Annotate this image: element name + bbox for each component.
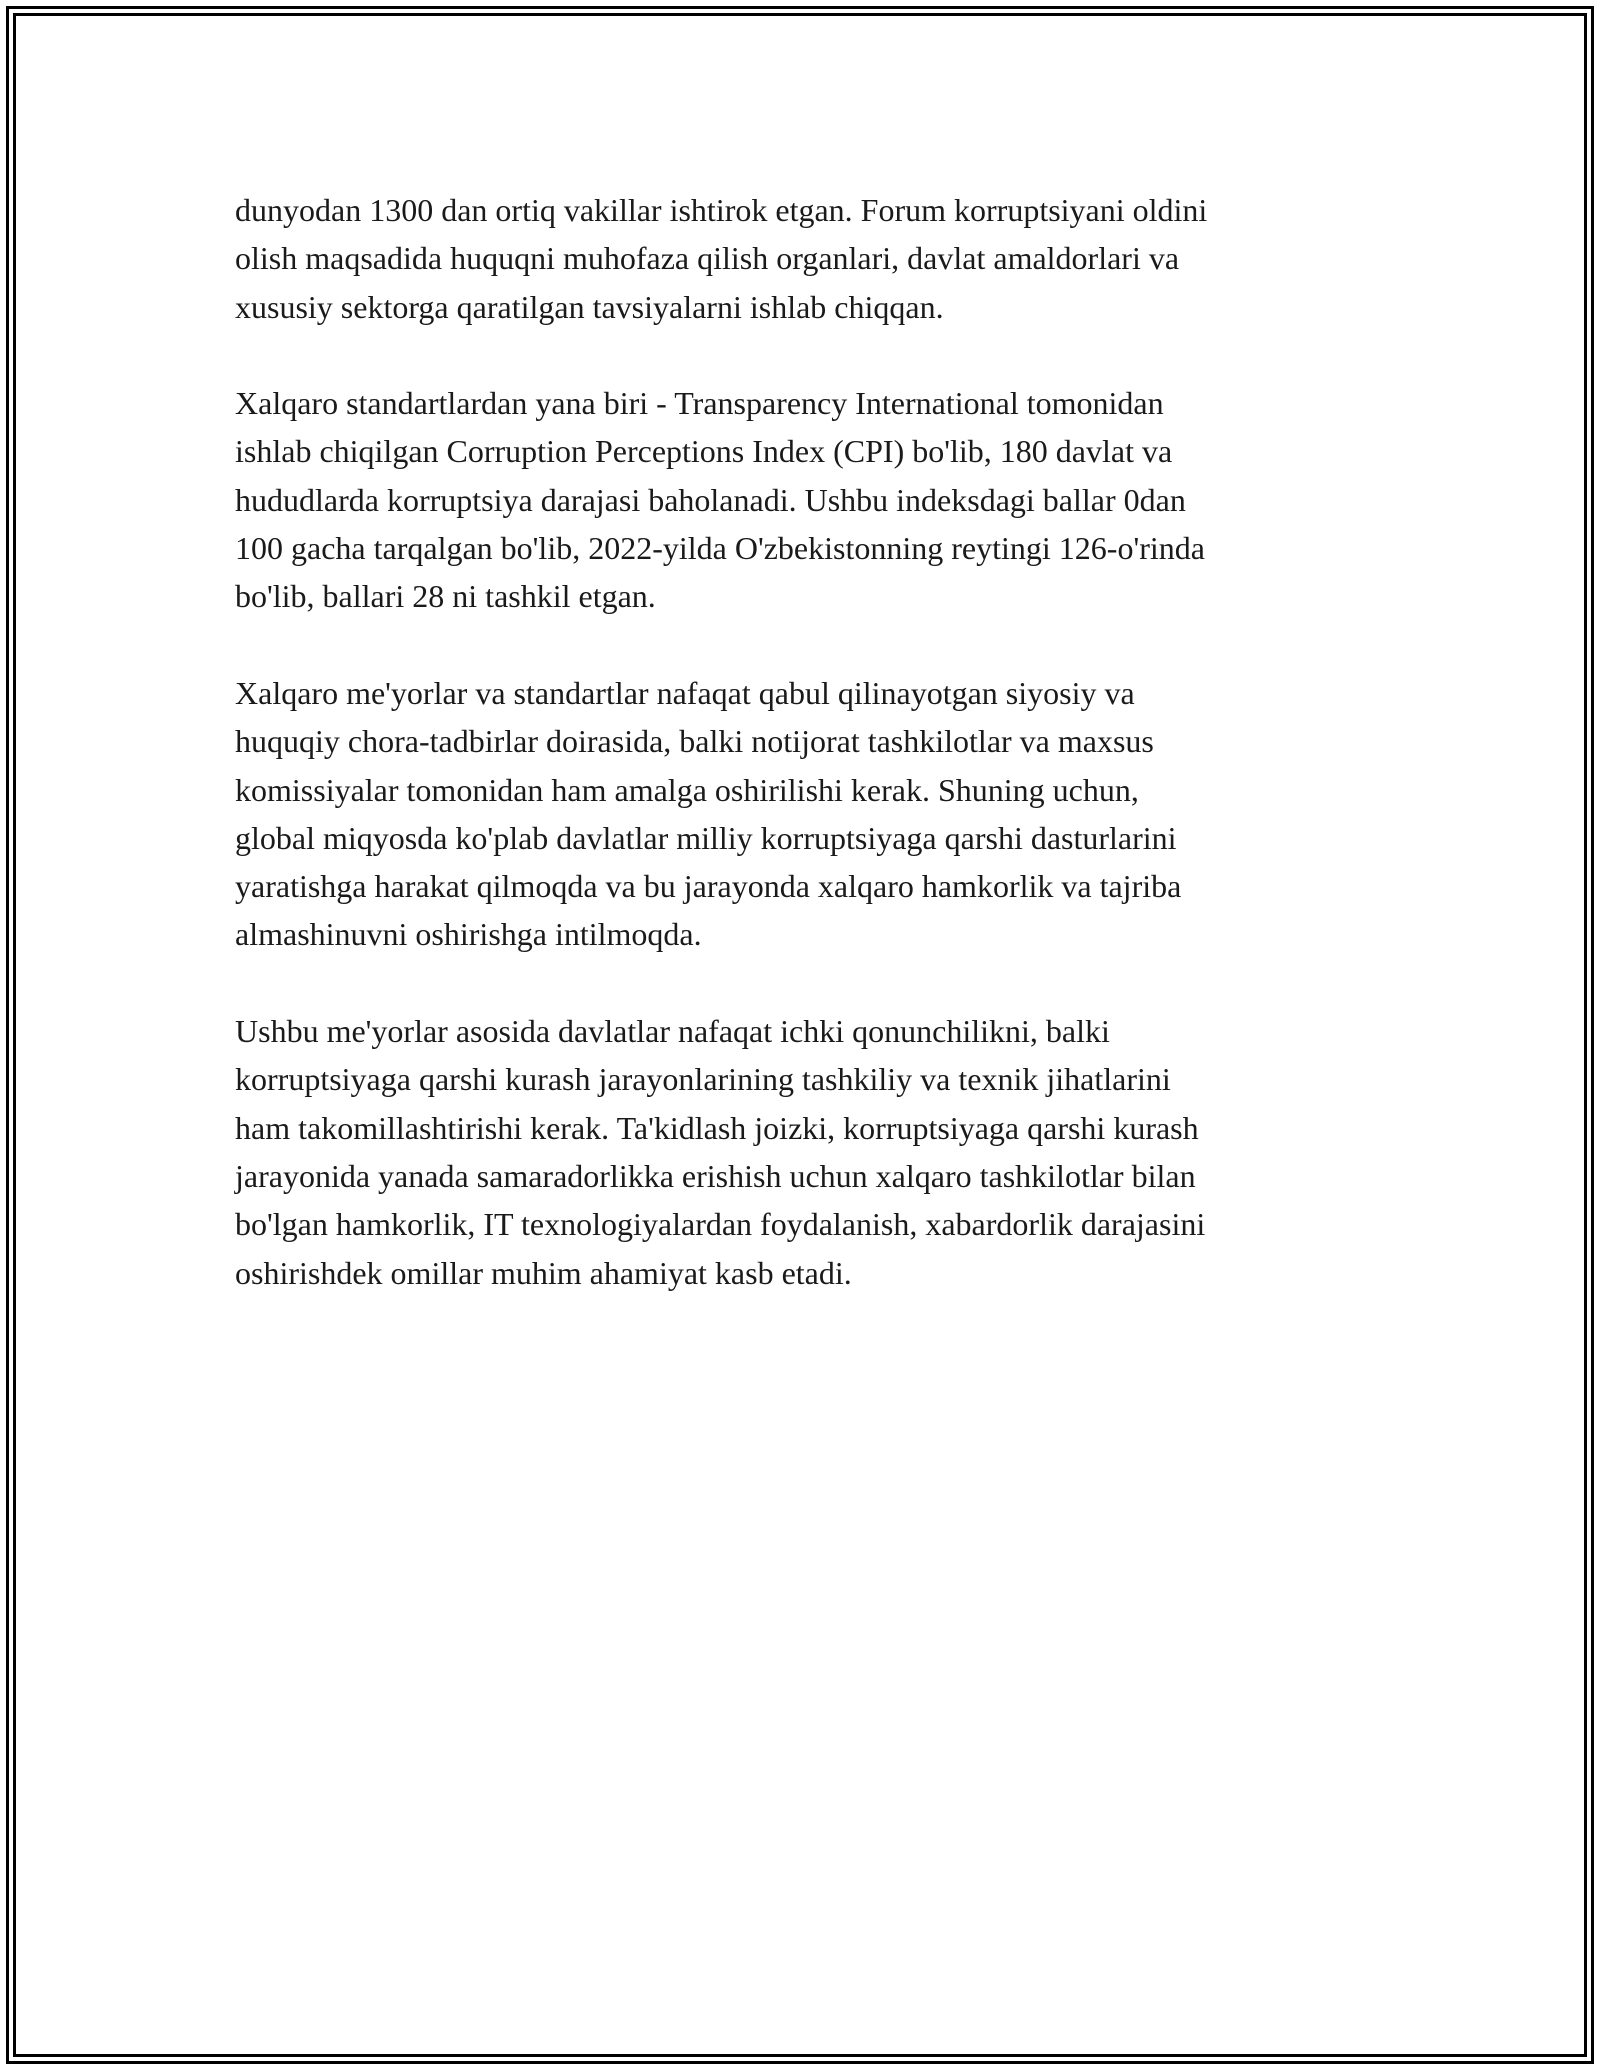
paragraph-international-norms: Xalqaro me'yorlar va standartlar nafaqat qabul qilinayotgan siyosiy va huquqiy chora-tadbirlar doirasida, balki notijorat tashkilotlar va maxsus komissiyalar tomonidan ham amalga oshirilishi kerak. Shuning uchun, global miqyosda ko'plab davlatlar milliy korruptsiyaga qarshi dasturlarini yaratishga harakat qilmoqda va bu jarayonda xalqaro hamkorlik va tajriba almashinuvni oshirishga intilmoqda. — [235, 674, 1182, 953]
document-body — [235, 186, 1365, 1297]
paragraph-cpi: Xalqaro standartlardan yana biri - Transparency International tomonidan ishlab chiqilgan Corruption Perceptions Index (CPI) bo'lib, 180 davlat va hududlarda korruptsiya darajasi baholanadi. Ushbu indeksdagi ballar 0dan 100 gacha tarqalgan bo'lib, 2022-yilda O'zbekistonning reytingi 126-o'rinda bo'lib, ballari 28 ni tashkil etgan. — [235, 385, 1205, 615]
paragraph-implementation: Ushbu me'yorlar asosida davlatlar nafaqat ichki qonunchilikni, balki korruptsiyaga qarshi kurash jarayonlarining tashkiliy va texnik jihatlarini ham takomillashtirishi kerak. Ta'kidlash joizki, korruptsiyaga qarshi kurash jarayonida yanada samaradorlikka erishish uchun xalqaro tashkilotlar bilan bo'lgan hamkorlik, IT texnologiyalardan foydalanish, xabardorlik darajasini oshirishdek omillar muhim ahamiyat kasb etadi. — [235, 1013, 1206, 1291]
paragraph-forum: dunyodan 1300 dan ortiq vakillar ishtirok etgan. Forum korruptsiyani oldini olish maqsadida huquqni muhofaza qilish organlari, davlat amaldorlari va xususiy sektorga qaratilgan tavsiyalarni ishlab chiqqan. — [235, 192, 1208, 325]
